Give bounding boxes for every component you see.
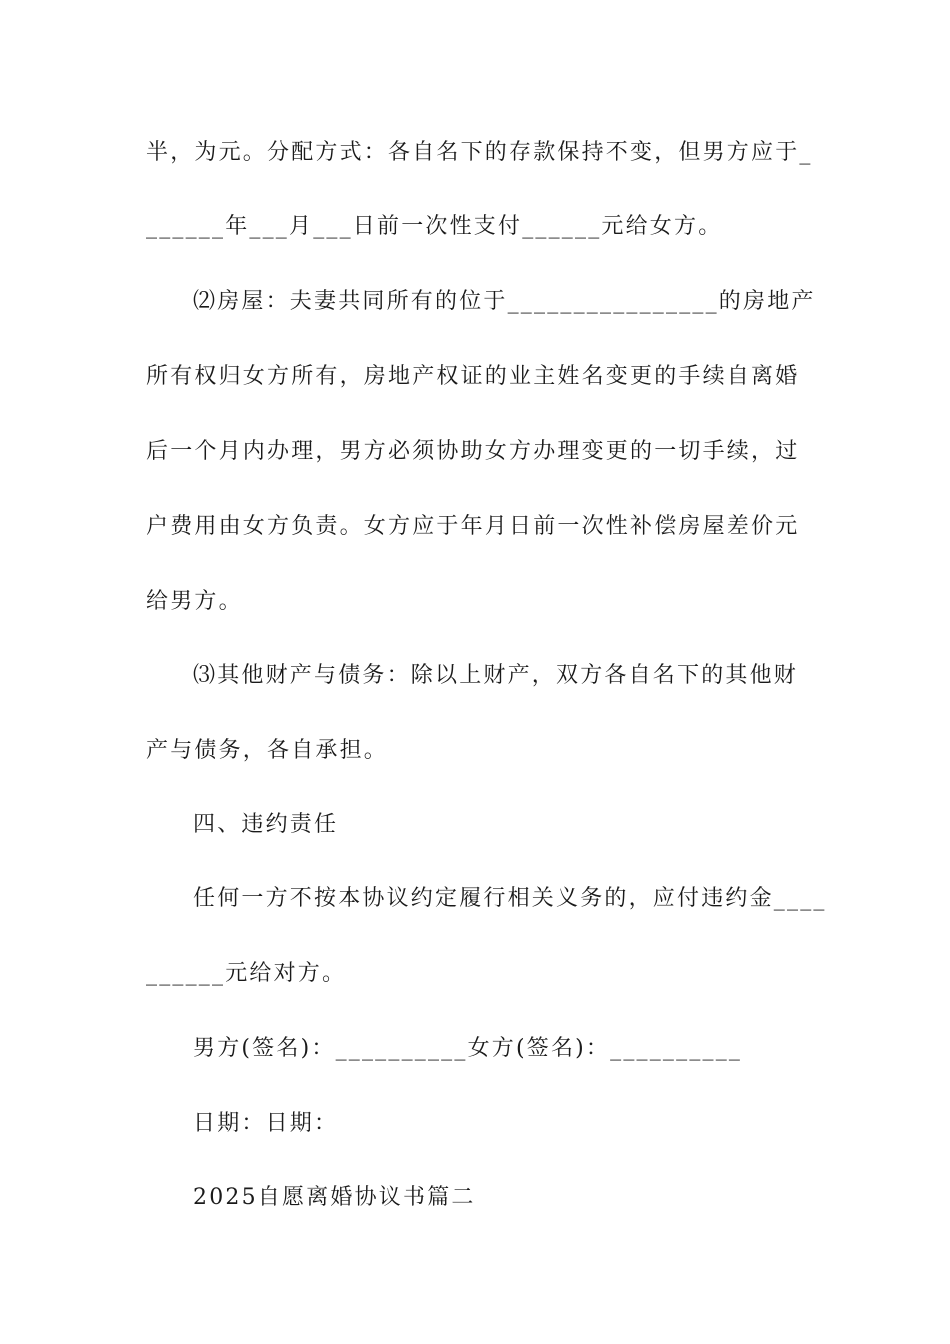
text-line-3: ⑵房屋：夫妻共同所有的位于________________的房地产 [193, 289, 816, 314]
text-line-8: ⑶其他财产与债务：除以上财产，双方各自名下的其他财 [193, 663, 799, 688]
date-line: 日期：日期： [193, 1111, 339, 1136]
text-line-7: 给男方。 [146, 589, 243, 614]
text-line-9: 产与债务，各自承担。 [146, 738, 389, 763]
text-line-11: 任何一方不按本协议约定履行相关义务的，应付违约金____ [193, 886, 827, 911]
text-line-5: 后一个月内办理，男方必须协助女方办理变更的一切手续，过 [146, 439, 800, 464]
text-line-12: ______元给对方。 [146, 961, 347, 986]
section-heading: 四、违约责任 [193, 812, 339, 837]
text-line-1: 半，为元。分配方式：各自名下的存款保持不变，但男方应于_ [146, 140, 813, 165]
text-line-2: ______年___月___日前一次性支付______元给女方。 [146, 214, 723, 239]
text-line-4: 所有权归女方所有，房地产权证的业主姓名变更的手续自离婚 [146, 364, 800, 389]
text-line-6: 户费用由女方负责。女方应于年月日前一次性补偿房屋差价元 [146, 514, 800, 539]
next-section-title: 2025自愿离婚协议书篇二 [193, 1185, 476, 1210]
signature-line: 男方(签名)：__________女方(签名)：__________ [193, 1036, 743, 1061]
